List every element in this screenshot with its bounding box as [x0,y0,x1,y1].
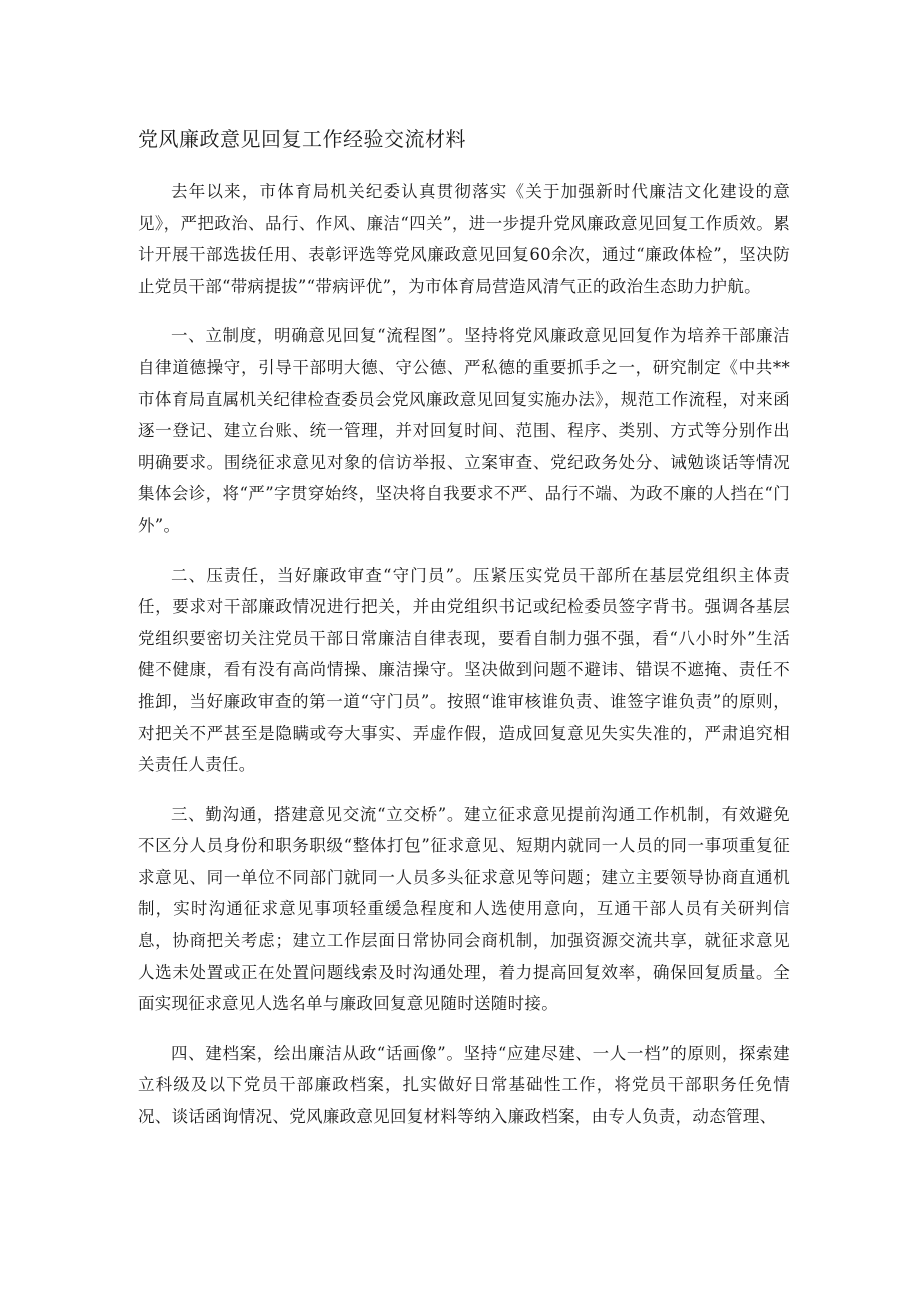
paragraph-section-4: 四、建档案，绘出廉洁从政“话画像”。坚持“应建尽建、一人一档”的原则，探索建立科级及以下党员干部廉政档案，扎实做好日常基础性工作，将党员干部职务任免情况、谈话函询情况、党风廉政意见回复材料等纳入廉政档案，由专人负责，动态管理、 [138,1043,790,1127]
document-title: 党风廉政意见回复工作经验交流材料 [138,127,466,151]
paragraph-section-3: 三、勤沟通，搭建意见交流“立交桥”。建立征求意见提前沟通工作机制，有效避免不区分人员身份和职务职级“整体打包”征求意见、短期内就同一人员的同一事项重复征求意见、同一单位不同部门就同一人员多头征求意见等问题；建立主要领导协商直通机制，实时沟通征求意见事项轻重缓急程度和人选使用意向，互通干部人员有关研判信息，协商把关考虑；建立工作层面日常协同会商机制，加强资源交流共享，就征求意见人选未处置或正在处置问题线索及时沟通处理，着力提高回复效率，确保回复质量。全面实现征求意见人选名单与廉政回复意见随时送随时接。 [138,804,790,1014]
paragraph-section-1: 一、立制度，明确意见回复“流程图”。坚持将党风廉政意见回复作为培养干部廉洁自律道德操守，引导干部明大德、守公德、严私德的重要抓手之一，研究制定《中共**市体育局直属机关纪律检查委员会党风廉政意见回复实施办法》，规范工作流程，对来函逐一登记、建立台账、统一管理，并对回复时间、范围、程序、类别、方式等分别作出明确要求。围绕征求意见对象的信访举报、立案审查、党纪政务处分、诫勉谈话等情况集体会诊，将“严”字贯穿始终，坚决将自我要求不严、品行不端、为政不廉的人挡在“门外”。 [138,326,790,535]
paragraph-intro: 去年以来，市体育局机关纪委认真贯彻落实《关于加强新时代廉洁文化建设的意见》，严把政治、品行、作风、廉洁“四关”，进一步提升党风廉政意见回复工作质效。累计开展干部选拔任用、表彰评选等党风廉政意见回复60余次，通过“廉政体检”，坚决防止党员干部“带病提拔”“带病评优”，为市体育局营造风清气正的政治生态助力护航。 [138,182,790,296]
document-body [138,176,790,1151]
paragraph-section-2: 二、压责任，当好廉政审查“守门员”。压紧压实党员干部所在基层党组织主体责任，要求对干部廉政情况进行把关，并由党组织书记或纪检委员签字背书。强调各基层党组织要密切关注党员干部日常廉洁自律表现，要看自制力强不强，看“八小时外”生活健不健康，看有没有高尚情操、廉洁操守。坚决做到问题不避讳、错误不遮掩、责任不推卸，当好廉政审查的第一道“守门员”。按照“谁审核谁负责、谁签字谁负责”的原则，对把关不严甚至是隐瞒或夸大事实、弄虚作假，造成回复意见失实失准的，严肃追究相关责任人责任。 [138,565,790,775]
